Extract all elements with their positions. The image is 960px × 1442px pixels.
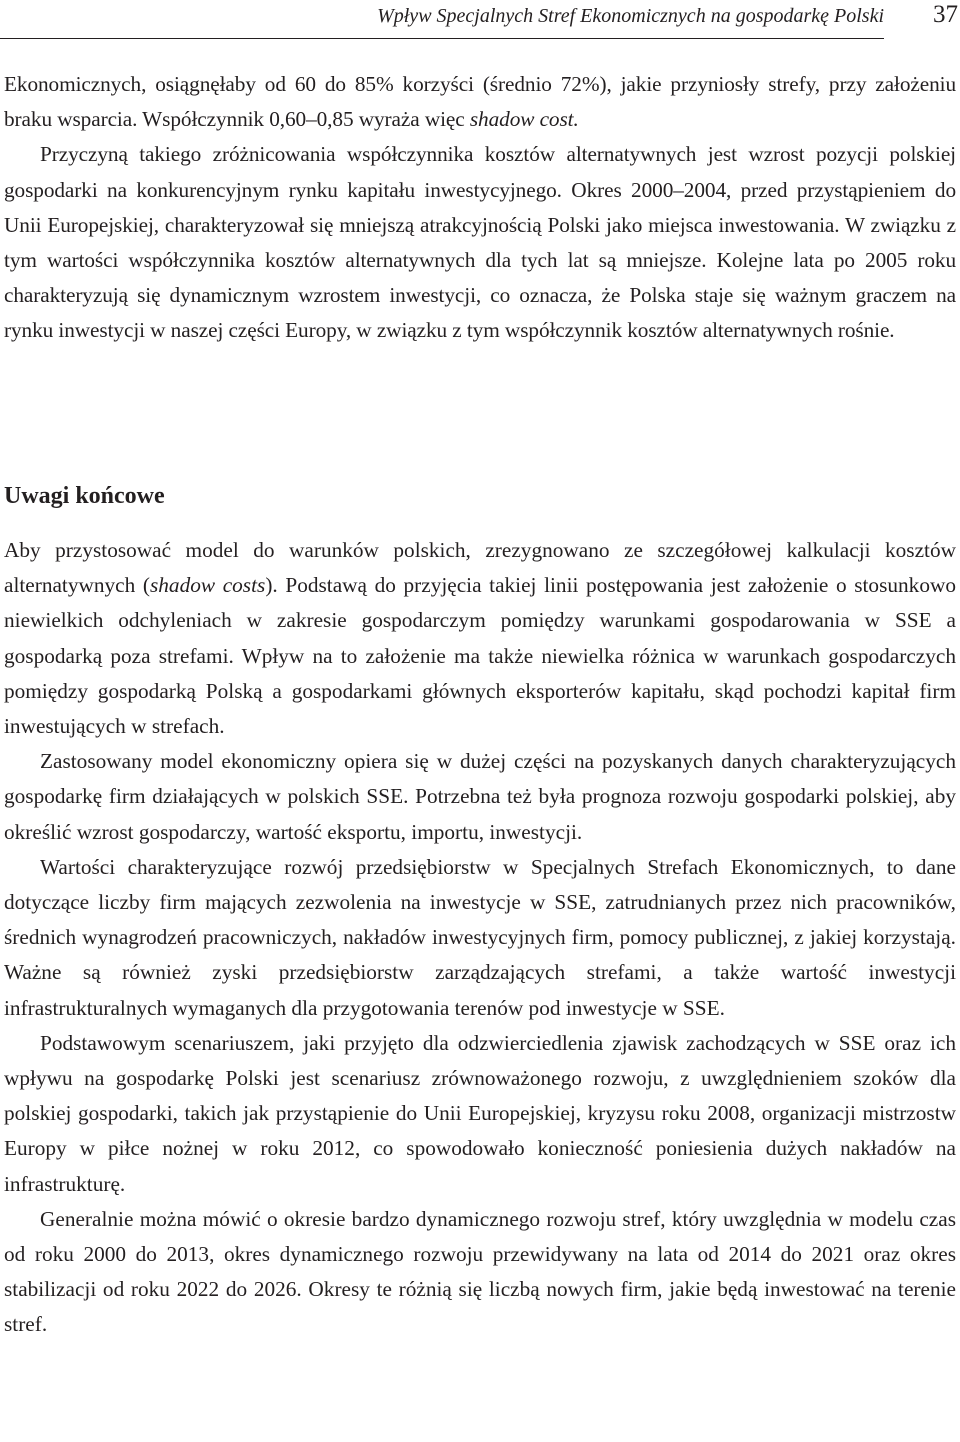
section-heading: Uwagi końcowe <box>4 483 165 509</box>
section-paragraph-2: Zastosowany model ekonomiczny opiera się w dużej części na pozyskanych danych charakteryzujących gospodarkę firm działających w polskich SSE. Potrzebna też była prognoza rozwoju gospodarki polskiej, aby określić wzrost gospodarczy, wartość eksportu, importu, inwestycji. <box>4 749 956 844</box>
intro-text-block <box>4 67 956 349</box>
running-title: Wpływ Specjalnych Stref Ekonomicznych na gospodarkę Polski <box>377 5 884 27</box>
running-header <box>0 0 960 40</box>
section-paragraph-4: Podstawowym scenariuszem, jaki przyjęto dla odzwierciedlenia zjawisk zachodzących w SSE oraz ich wpływu na gospodarkę Polski jest scenariusz zrównoważonego rozwoju, z uwzględnieniem szoków dla polskiej gospodarki, takich jak przystąpienie do Unii Europejskiej, kryzysu roku 2008, organizacji mistrzostw Europy w piłce nożnej w roku 2012, co spowodowało konieczność poniesienia dużych nakładów na infrastrukturę. <box>4 1030 956 1196</box>
intro-paragraph-1 <box>4 67 956 137</box>
section-paragraph-1-italic: shadow costs <box>150 573 266 598</box>
section-paragraph-1 <box>4 533 956 744</box>
intro-paragraph-1-text: Ekonomicznych, osiągnęłaby od 60 do 85% korzyści (średnio 72%), jakie przyniosły strefy, przy założeniu braku wsparcia. Współczynnik 0,60–0,85 wyraża więc <box>4 72 956 132</box>
section-paragraph-1-text-a: Aby przystosować model do warunków polskich, zrezygnowano ze szczegółowej kalkulacji kosztów alternatywnych ( <box>4 538 956 598</box>
page-number: 37 <box>933 1 958 28</box>
section-paragraph-1-text-b: ). Podstawą do przyjęcia takiej linii postępowania jest założenie o stosunkowo niewielkich odchyleniach w zakresie gospodarczym pomiędzy warunkami gospodarowania w SSE a gospodarką poza strefami. Wpływ na to założenie ma także niewielka różnica w warunkach gospodarczych pomiędzy gospodarką Polską a gospodarkami głównych eksporterów kapitału, skąd pochodzi kapitał firm inwestujących w strefach. <box>4 573 956 739</box>
intro-paragraph-2: Przyczyną takiego zróżnicowania współczynnika kosztów alternatywnych jest wzrost pozycji polskiej gospodarki na konkurencyjnym rynku kapitału inwestycyjnego. Okres 2000–2004, przed przystąpieniem do Unii Europejskiej, charakteryzował się mniejszą atrakcyjnością Polski jako miejsca inwestowania. W związku z tym wartości współczynnika kosztów alternatywnych dla tych lat są mniejsze. Kolejne lata po 2005 roku charakteryzują się dynamicznym wzrostem inwestycji, co oznacza, że Polska staje się ważnym graczem na rynku inwestycji w naszej części Europy, w związku z tym współczynnik kosztów alternatywnych rośnie. <box>4 142 956 343</box>
section-paragraph-3: Wartości charakteryzujące rozwój przedsiębiorstw w Specjalnych Strefach Ekonomicznych, to dane dotyczące liczby firm mających zezwolenia na inwestycje w SSE, zatrudnianych przez nich pracowników, średnich wynagrodzeń pracowniczych, nakładów inwestycyjnych firm, pomocy publicznej, z jakiej korzystają. Ważne są również zyski przedsiębiorstw zarządzających strefami, a także wartość inwestycji infrastrukturalnych wymaganych dla przygotowania terenów pod inwestycje w SSE. <box>4 854 956 1020</box>
intro-paragraph-1-italic: shadow cost. <box>469 107 579 132</box>
section-paragraph-5: Generalnie można mówić o okresie bardzo dynamicznego rozwoju stref, który uwzględnia w modelu czas od roku 2000 do 2013, okres dynamicznego rozwoju przewidywany na lata od 2014 do 2021 oraz okres stabilizacji od roku 2022 do 2026. Okresy te różnią się liczbą nowych firm, jakie będą inwestować na terenie stref. <box>4 1206 956 1337</box>
section-text-block <box>4 533 956 1343</box>
header-rule <box>0 38 884 39</box>
